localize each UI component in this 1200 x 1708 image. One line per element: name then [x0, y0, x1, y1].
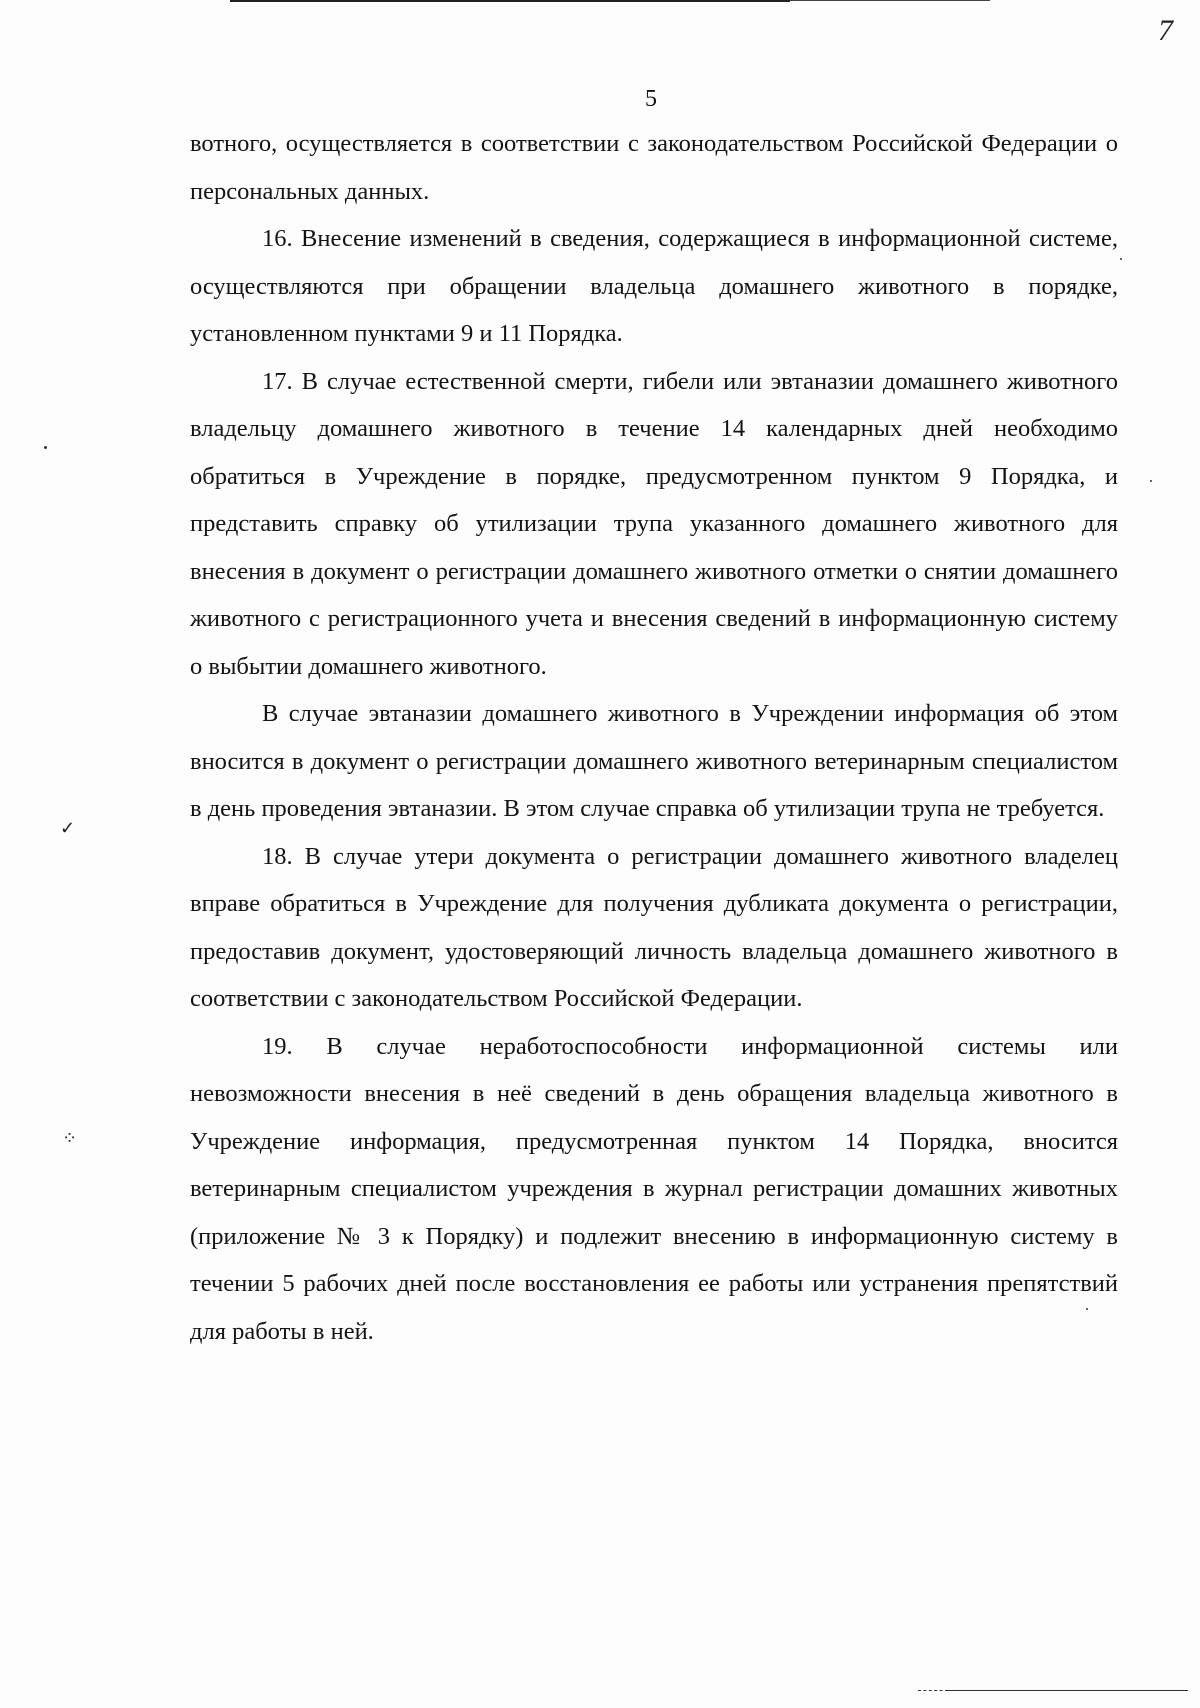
top-border-line — [230, 0, 790, 2]
scan-speck — [1086, 1308, 1088, 1310]
paragraph-19: 19. В случае неработоспособности информационной системы или невозможности внесения в неё сведений в день обращения владельца животного в Учреждение информация, предусмотренная пунктом 14 Порядка, вносится ветеринарным специалистом учреждения в журнал регистрации домашних животных (приложение № 3 к Порядку) и подлежит внесению в информационную систему в течении 5 рабочих дней после восстановления ее работы или устранения препятствий для работы в ней. — [190, 1032, 1118, 1345]
scan-speck — [1150, 480, 1152, 482]
handwritten-page-mark: 7 — [1158, 14, 1173, 47]
paragraph-16: 16. Внесение изменений в сведения, содержащиеся в информационной системе, осуществляются при обращении владельца домашнего животного в порядке, установленном пунктами 9 и 11 Порядка. — [190, 225, 1118, 347]
paragraph-17-euthanasia: В случае эвтаназии домашнего животного в Учреждении информация об этом вносится в документ о регистрации домашнего животного ветеринарным специалистом в день проведения эвтаназии. В этом случае справка об утилизации трупа не требуется. — [190, 700, 1118, 822]
page-number: 5 — [645, 86, 657, 112]
paragraph-17: 17. В случае естественной смерти, гибели или эвтаназии домашнего животного владельцу домашнего животного в течение 14 календарных дней необходимо обратиться в Учреждение в порядке, предусмотренном пунктом 9 Порядка, и представить справку об утилизации трупа указанного домашнего животного для внесения в документ о регистрации домашнего животного отметки о снятии домашнего животного с регистрационного учета и внесения сведений в информационную систему о выбытии домашнего животного. — [190, 367, 1118, 680]
margin-mark: ✓ — [60, 818, 76, 838]
paragraph-18: 18. В случае утери документа о регистрации домашнего животного владелец вправе обратиться в Учреждение для получения дубликата документа о регистрации, предоставив документ, удостоверяющий личность владельца домашнего животного в соответствии с законодательством Российской Федерации. — [190, 842, 1118, 1012]
bottom-border-dash — [918, 1690, 948, 1693]
top-border-line-secondary — [790, 0, 990, 1]
bottom-border-line — [918, 1690, 1188, 1691]
margin-mark: ⁘ — [62, 1128, 78, 1148]
scan-speck — [44, 446, 47, 449]
continuation-paragraph: вотного, осуществляется в соответствии с законодательством Российской Федерации о персональных данных. — [190, 130, 1118, 205]
document-body — [190, 120, 1118, 1355]
scan-speck — [1120, 258, 1122, 260]
